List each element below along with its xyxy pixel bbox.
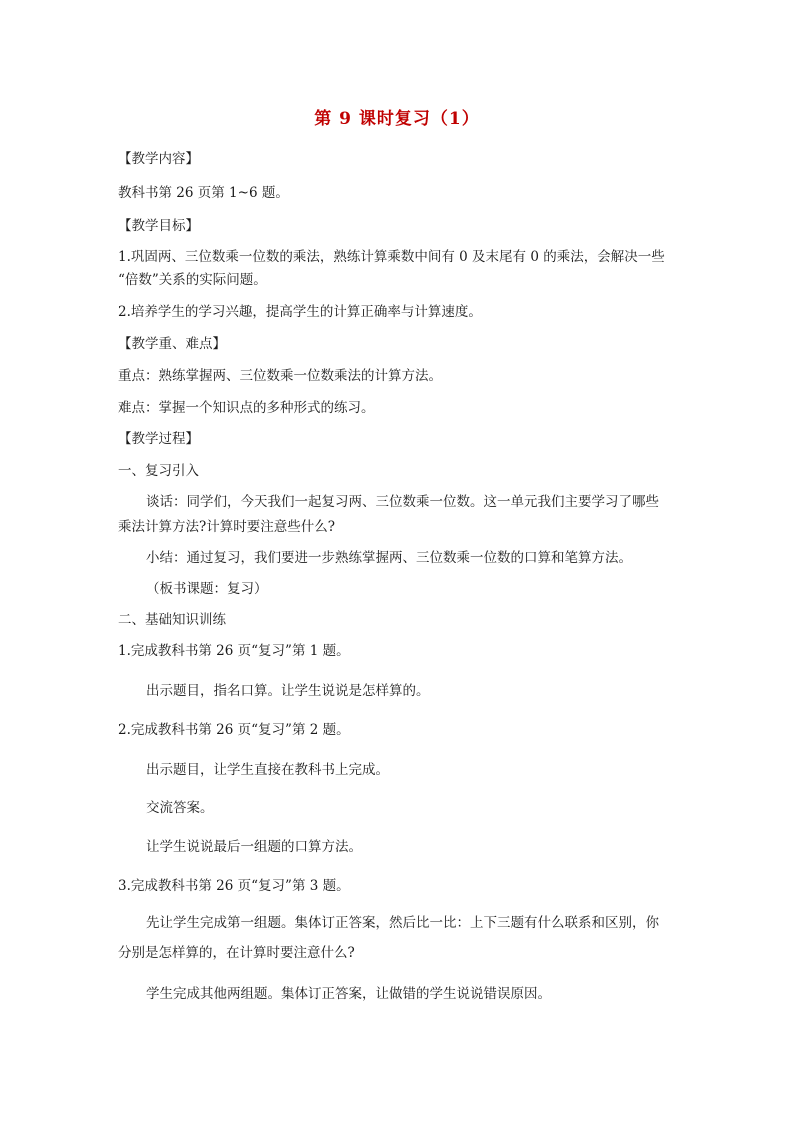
difficulty: 难点：掌握一个知识点的多种形式的练习。 — [118, 400, 375, 416]
item-1: 1.完成教科书第 26 页“复习”第 1 题。 — [118, 643, 350, 659]
keypoint: 重点：熟练掌握两、三位数乘一位数乘法的计算方法。 — [118, 368, 442, 384]
goals-header: 【教学目标】 — [118, 218, 199, 234]
keypoints-header: 【教学重、难点】 — [118, 336, 226, 352]
item-2: 2.完成教科书第 26 页“复习”第 2 题。 — [118, 722, 350, 738]
process-header: 【教学过程】 — [118, 431, 199, 447]
item-3-detail-1-line-2: 分别是怎样算的，在计算时要注意什么? — [118, 945, 355, 961]
content-text: 教科书第 26 页第 1~6 题。 — [118, 185, 289, 201]
part-2-header: 二、基础知识训练 — [118, 612, 226, 628]
talk-line-1: 谈话：同学们，今天我们一起复习两、三位数乘一位数。这一单元我们主要学习了哪些 — [146, 494, 659, 510]
goal-1-line-2: “倍数”关系的实际问题。 — [118, 272, 267, 288]
board-topic: （板书课题：复习） — [146, 581, 268, 597]
talk-line-2: 乘法计算方法?计算时要注意些什么? — [118, 519, 335, 535]
item-3-detail-1-line-1: 先让学生完成第一组题。集体订正答案，然后比一比：上下三题有什么联系和区别，你 — [146, 915, 659, 931]
summary: 小结：通过复习，我们要进一步熟练掌握两、三位数乘一位数的口算和笔算方法。 — [146, 550, 632, 566]
item-1-detail: 出示题目，指名口算。让学生说说是怎样算的。 — [146, 683, 430, 699]
item-2-detail-2: 交流答案。 — [146, 800, 214, 816]
part-1-header: 一、复习引入 — [118, 463, 199, 479]
content-header: 【教学内容】 — [118, 151, 199, 167]
page-title: 第 9 课时复习（1） — [314, 109, 480, 129]
item-2-detail-3: 让学生说说最后一组题的口算方法。 — [146, 839, 362, 855]
item-3-detail-2: 学生完成其他两组题。集体订正答案，让做错的学生说说错误原因。 — [146, 986, 551, 1002]
item-2-detail-1: 出示题目，让学生直接在教科书上完成。 — [146, 762, 389, 778]
goal-1-line-1: 1.巩固两、三位数乘一位数的乘法，熟练计算乘数中间有 0 及末尾有 0 的乘法，会解决一些 — [118, 249, 665, 265]
item-3: 3.完成教科书第 26 页“复习”第 3 题。 — [118, 878, 350, 894]
goal-2: 2.培养学生的学习兴趣，提高学生的计算正确率与计算速度。 — [118, 304, 482, 320]
